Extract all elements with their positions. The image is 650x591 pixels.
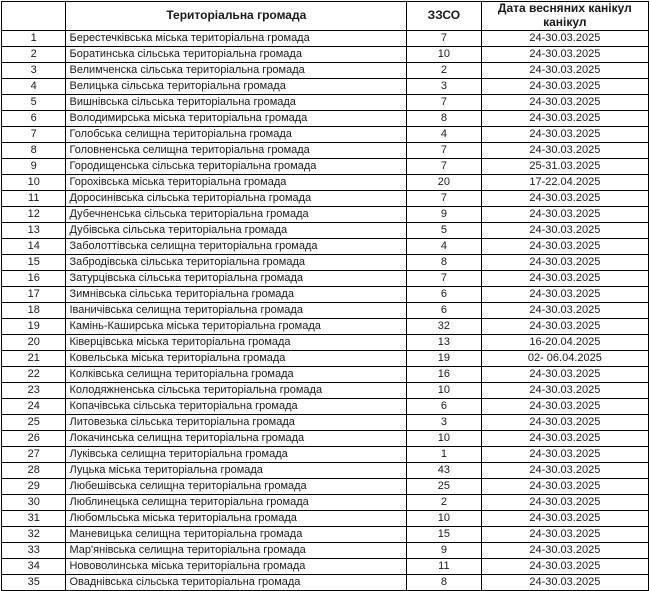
community-cell: Голобська селищна територіальна громада (66, 127, 407, 143)
table-row (2, 95, 649, 111)
community-cell: Доросинівська сільська територіальна громада (66, 191, 407, 207)
vacation-date-cell: 24-30.03.2025 (481, 287, 648, 303)
table-row (2, 511, 649, 527)
community-cell: Луцька міська територіальна громада (66, 463, 407, 479)
row-number-cell: 25 (2, 415, 66, 431)
table-row (2, 127, 649, 143)
zzso-count-cell: 8 (407, 111, 482, 127)
table-row (2, 79, 649, 95)
row-number-cell: 9 (2, 159, 66, 175)
vacation-date-cell: 24-30.03.2025 (481, 255, 648, 271)
community-cell: Заболоттівська селищна територіальна громада (66, 239, 407, 255)
zzso-count-cell: 4 (407, 239, 482, 255)
community-cell: Іваничівська селищна територіальна громада (66, 303, 407, 319)
community-cell: Вишнівська сільська територіальна громада (66, 95, 407, 111)
table-row (2, 143, 649, 159)
vacation-date-cell: 24-30.03.2025 (481, 79, 648, 95)
row-number-cell: 26 (2, 431, 66, 447)
table-row (2, 447, 649, 463)
community-cell: Люблинецька селищна територіальна громада (66, 495, 407, 511)
zzso-count-cell: 3 (407, 79, 482, 95)
zzso-count-cell: 7 (407, 191, 482, 207)
zzso-count-cell: 8 (407, 575, 482, 591)
community-cell: Оваднівська сільська територіальна громада (66, 575, 407, 591)
vacation-date-cell: 24-30.03.2025 (481, 63, 648, 79)
zzso-count-cell: 19 (407, 351, 482, 367)
table-row (2, 239, 649, 255)
zzso-count-cell: 13 (407, 335, 482, 351)
community-cell: Колківська селищна територіальна громада (66, 367, 407, 383)
zzso-count-cell: 11 (407, 559, 482, 575)
table-row (2, 63, 649, 79)
zzso-count-cell: 16 (407, 367, 482, 383)
community-cell: Володимирська міська територіальна громада (66, 111, 407, 127)
table-row (2, 479, 649, 495)
table-row (2, 207, 649, 223)
header-date-line1: Дата весняних канікул (497, 1, 632, 16)
header-date-cell (481, 2, 648, 31)
table-row (2, 351, 649, 367)
zzso-count-cell: 8 (407, 255, 482, 271)
community-cell: Любешівська селищна територіальна громада (66, 479, 407, 495)
table-row (2, 47, 649, 63)
row-number-cell: 31 (2, 511, 66, 527)
row-number-cell: 20 (2, 335, 66, 351)
row-number-cell: 8 (2, 143, 66, 159)
community-cell: Головненська селищна територіальна громада (66, 143, 407, 159)
table-row (2, 575, 649, 591)
vacation-date-cell: 24-30.03.2025 (481, 415, 648, 431)
community-cell: Локачинська селищна територіальна громада (66, 431, 407, 447)
table-row (2, 271, 649, 287)
zzso-count-cell: 7 (407, 271, 482, 287)
row-number-cell: 11 (2, 191, 66, 207)
table-row (2, 159, 649, 175)
community-cell: Маневицька селищна територіальна громада (66, 527, 407, 543)
vacation-date-cell: 24-30.03.2025 (481, 239, 648, 255)
vacation-date-cell: 16-20.04.2025 (481, 335, 648, 351)
vacation-date-cell: 24-30.03.2025 (481, 575, 648, 591)
community-cell: Литовезька сільська територіальна громада (66, 415, 407, 431)
table-row (2, 495, 649, 511)
community-cell: Боратинська сільська територіальна громада (66, 47, 407, 63)
community-cell: Колодяжненська сільська територіальна громада (66, 383, 407, 399)
row-number-cell: 32 (2, 527, 66, 543)
row-number-cell: 3 (2, 63, 66, 79)
vacation-date-cell: 17-22.04.2025 (481, 175, 648, 191)
vacation-date-cell: 24-30.03.2025 (481, 223, 648, 239)
zzso-count-cell: 2 (407, 495, 482, 511)
vacation-date-cell: 24-30.03.2025 (481, 319, 648, 335)
zzso-count-cell: 10 (407, 383, 482, 399)
community-cell: Любомльська міська територіальна громада (66, 511, 407, 527)
zzso-count-cell: 32 (407, 319, 482, 335)
table-row (2, 191, 649, 207)
vacation-date-cell: 24-30.03.2025 (481, 127, 648, 143)
zzso-count-cell: 7 (407, 159, 482, 175)
row-number-cell: 1 (2, 31, 66, 47)
row-number-cell: 14 (2, 239, 66, 255)
row-number-cell: 27 (2, 447, 66, 463)
table-row (2, 175, 649, 191)
zzso-count-cell: 4 (407, 127, 482, 143)
vacation-date-cell: 24-30.03.2025 (481, 447, 648, 463)
zzso-count-cell: 7 (407, 143, 482, 159)
vacation-date-cell: 24-30.03.2025 (481, 527, 648, 543)
zzso-count-cell: 7 (407, 31, 482, 47)
row-number-cell: 7 (2, 127, 66, 143)
row-number-cell: 34 (2, 559, 66, 575)
table-body (2, 31, 649, 591)
community-cell: Горохівська міська територіальна громада (66, 175, 407, 191)
table-row (2, 111, 649, 127)
table-row (2, 383, 649, 399)
vacation-date-cell: 24-30.03.2025 (481, 95, 648, 111)
zzso-count-cell: 10 (407, 511, 482, 527)
row-number-cell: 13 (2, 223, 66, 239)
row-number-cell: 24 (2, 399, 66, 415)
community-cell: Нововолинська міська територіальна громада (66, 559, 407, 575)
community-cell: Ковельська міська територіальна громада (66, 351, 407, 367)
row-number-cell: 28 (2, 463, 66, 479)
row-number-cell: 35 (2, 575, 66, 591)
table-row (2, 255, 649, 271)
row-number-cell: 6 (2, 111, 66, 127)
vacation-date-cell: 24-30.03.2025 (481, 367, 648, 383)
vacation-date-cell: 25-31.03.2025 (481, 159, 648, 175)
zzso-count-cell: 1 (407, 447, 482, 463)
vacation-date-cell: 24-30.03.2025 (481, 479, 648, 495)
table-row (2, 367, 649, 383)
vacation-date-cell: 24-30.03.2025 (481, 511, 648, 527)
vacation-date-cell: 24-30.03.2025 (481, 559, 648, 575)
row-number-cell: 33 (2, 543, 66, 559)
row-number-cell: 4 (2, 79, 66, 95)
community-cell: Мар'янівська селищна територіальна громада (66, 543, 407, 559)
vacation-date-cell: 24-30.03.2025 (481, 495, 648, 511)
row-number-cell: 18 (2, 303, 66, 319)
header-number-cell (2, 2, 66, 31)
vacation-date-cell: 24-30.03.2025 (481, 271, 648, 287)
vacation-date-cell: 24-30.03.2025 (481, 111, 648, 127)
table-row (2, 287, 649, 303)
vacation-date-cell: 24-30.03.2025 (481, 143, 648, 159)
table-row (2, 543, 649, 559)
vacation-date-cell: 24-30.03.2025 (481, 207, 648, 223)
row-number-cell: 21 (2, 351, 66, 367)
community-cell: Ківерцівська міська територіальна громада (66, 335, 407, 351)
vacation-date-cell: 24-30.03.2025 (481, 463, 648, 479)
zzso-count-cell: 10 (407, 47, 482, 63)
table-row (2, 559, 649, 575)
zzso-count-cell: 9 (407, 543, 482, 559)
vacation-date-cell: 24-30.03.2025 (481, 543, 648, 559)
row-number-cell: 15 (2, 255, 66, 271)
zzso-count-cell: 7 (407, 95, 482, 111)
zzso-count-cell: 6 (407, 287, 482, 303)
community-cell: Велимченска сільська територіальна громада (66, 63, 407, 79)
vacation-date-cell: 24-30.03.2025 (481, 31, 648, 47)
row-number-cell: 10 (2, 175, 66, 191)
header-community-cell: Територіальна громада (66, 2, 407, 31)
table-row (2, 463, 649, 479)
community-cell: Дубівська сільська територіальна громада (66, 223, 407, 239)
zzso-count-cell: 6 (407, 303, 482, 319)
row-number-cell: 16 (2, 271, 66, 287)
vacation-date-cell: 24-30.03.2025 (481, 191, 648, 207)
community-cell: Луківська селищна територіальна громада (66, 447, 407, 463)
zzso-count-cell: 20 (407, 175, 482, 191)
vacation-date-cell: 24-30.03.2025 (481, 303, 648, 319)
row-number-cell: 30 (2, 495, 66, 511)
row-number-cell: 19 (2, 319, 66, 335)
row-number-cell: 5 (2, 95, 66, 111)
zzso-count-cell: 9 (407, 207, 482, 223)
row-number-cell: 29 (2, 479, 66, 495)
row-number-cell: 12 (2, 207, 66, 223)
row-number-cell: 22 (2, 367, 66, 383)
zzso-count-cell: 10 (407, 431, 482, 447)
vacation-date-cell: 24-30.03.2025 (481, 47, 648, 63)
table-row (2, 415, 649, 431)
vacation-schedule-table (1, 1, 649, 591)
header-zzso-cell: ЗЗСО (407, 2, 482, 31)
community-cell: Зимнівська сільська територіальна громада (66, 287, 407, 303)
header-date-line2: канікул (543, 15, 587, 29)
vacation-date-cell: 24-30.03.2025 (481, 399, 648, 415)
zzso-count-cell: 43 (407, 463, 482, 479)
vacation-date-cell: 24-30.03.2025 (481, 431, 648, 447)
header-row (2, 2, 649, 31)
community-cell: Забродівська сільська територіальна громада (66, 255, 407, 271)
zzso-count-cell: 25 (407, 479, 482, 495)
row-number-cell: 2 (2, 47, 66, 63)
zzso-count-cell: 6 (407, 399, 482, 415)
row-number-cell: 23 (2, 383, 66, 399)
community-cell: Городищенська сільська територіальна громада (66, 159, 407, 175)
community-cell: Затурцівська сільська територіальна громада (66, 271, 407, 287)
zzso-count-cell: 3 (407, 415, 482, 431)
community-cell: Дубечненська сільська територіальна громада (66, 207, 407, 223)
table-row (2, 319, 649, 335)
table-row (2, 303, 649, 319)
table-row (2, 431, 649, 447)
table-row (2, 527, 649, 543)
table-row (2, 223, 649, 239)
table-row (2, 335, 649, 351)
zzso-count-cell: 5 (407, 223, 482, 239)
zzso-count-cell: 15 (407, 527, 482, 543)
community-cell: Берестечківська міська територіальна громада (66, 31, 407, 47)
zzso-count-cell: 2 (407, 63, 482, 79)
table-row (2, 31, 649, 47)
vacation-date-cell: 24-30.03.2025 (481, 383, 648, 399)
table-row (2, 399, 649, 415)
row-number-cell: 17 (2, 287, 66, 303)
community-cell: Камінь-Каширська міська територіальна громада (66, 319, 407, 335)
community-cell: Копачівська сільська територіальна громада (66, 399, 407, 415)
vacation-date-cell: 02- 06.04.2025 (481, 351, 648, 367)
community-cell: Велицька сільська територіальна громада (66, 79, 407, 95)
